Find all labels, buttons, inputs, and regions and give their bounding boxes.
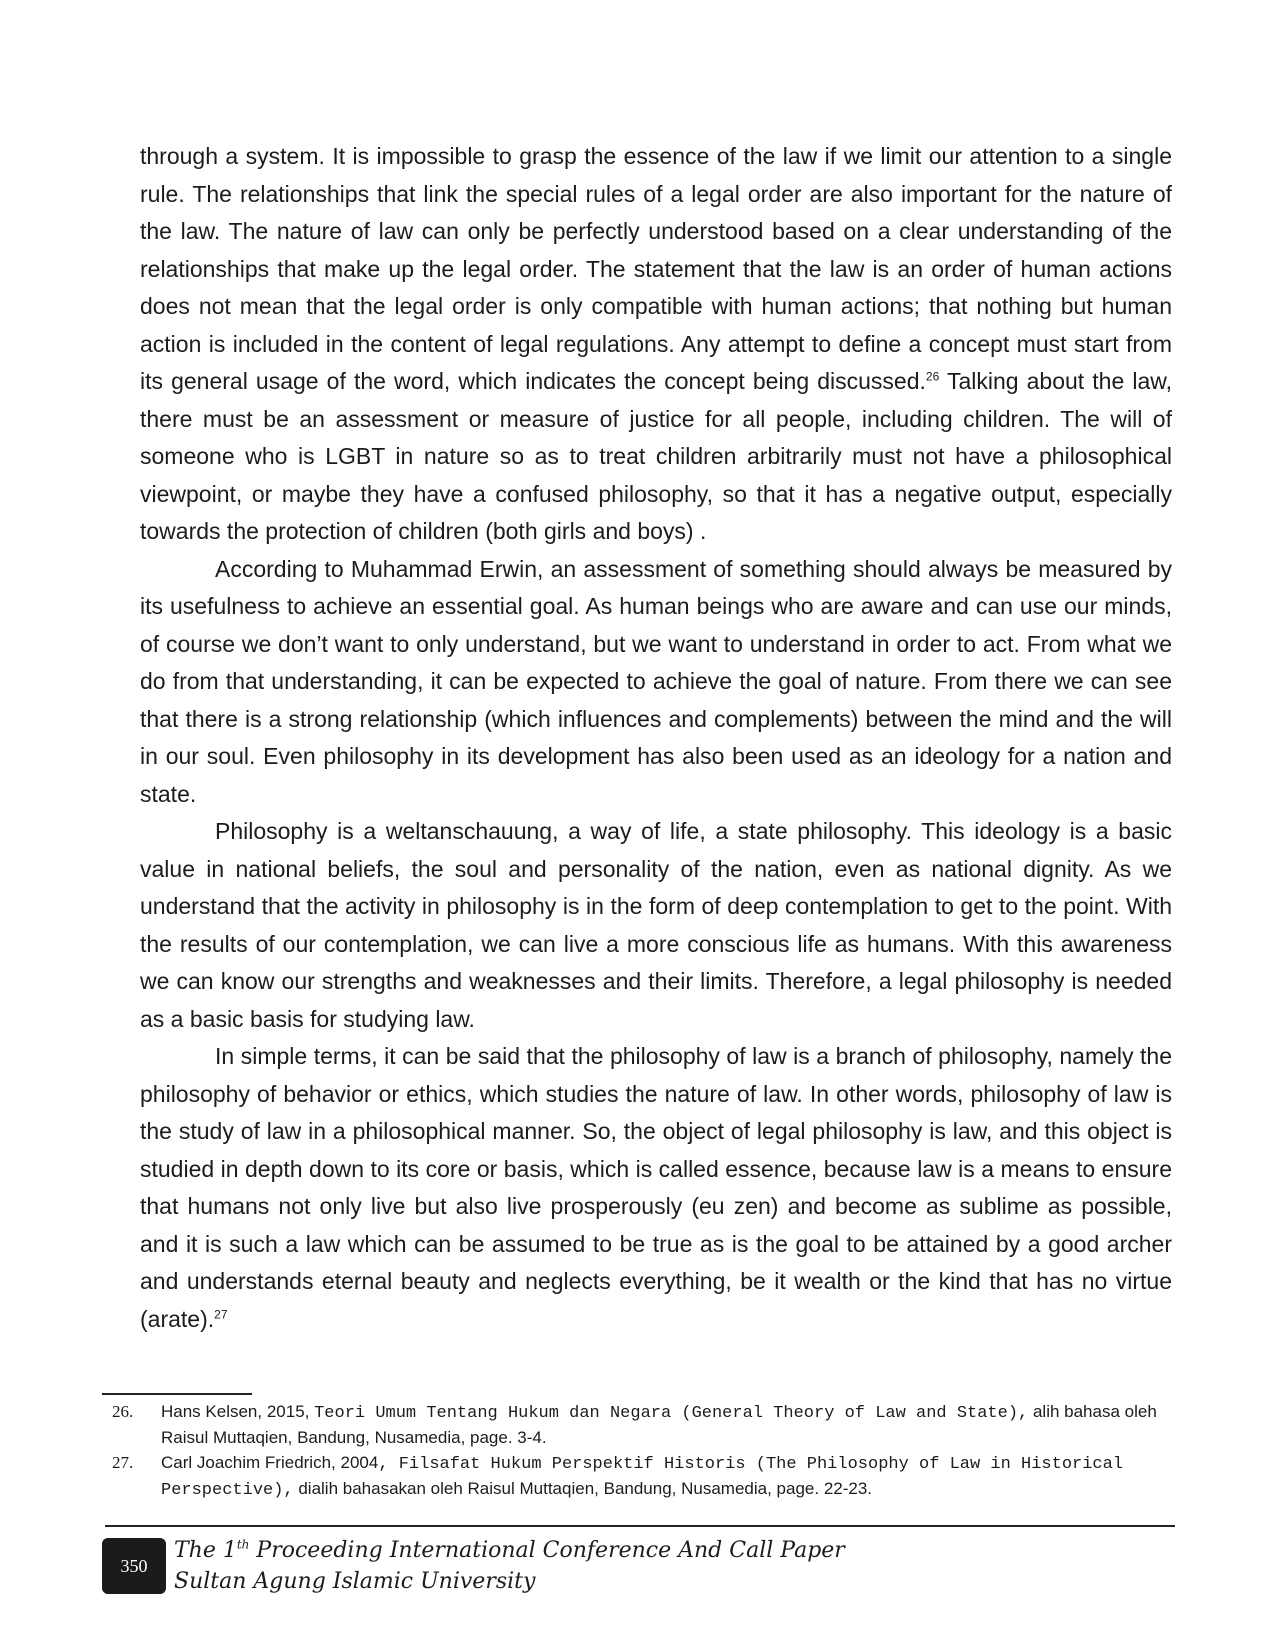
page-number: 350 <box>120 1555 148 1576</box>
footnote-27: 27. Carl Joachim Friedrich, 2004, Filsafat Hukum Perspektif Historis (The Philosophy of Law in Historical Perspective), dialih bahasakan oleh Raisul Muttaqien, Bandung, Nusamedia, page. 22-23. <box>112 1453 1124 1500</box>
footer-line-2: Sultan Agung Islamic University <box>174 1569 536 1594</box>
footnote-number: 27. <box>112 1453 134 1472</box>
footnote-title: Teori Umum Tentang Hukum dan Negara (General Theory of Law and State), <box>314 1404 1029 1423</box>
footnote-ref-27[interactable]: 27 <box>214 1306 228 1321</box>
page-number-badge <box>102 1538 166 1594</box>
footnotes <box>112 1400 1174 1504</box>
footnote-ref-26[interactable]: 26 <box>925 369 940 384</box>
footnote-number: 26. <box>112 1402 134 1421</box>
footer-title <box>174 1535 845 1597</box>
body-text <box>140 138 1172 1338</box>
paragraph-3: Philosophy is a weltanschauung, a way of life, a state philosophy. This ideology is a basic value in national beliefs, the soul and personality of the nation, even as national dignity. As we understand that the activity in philosophy is in the form of deep contemplation to get to the point. With the results of our contemplation, we can live a more conscious life as humans. With this awareness we can know our strengths and weaknesses and their limits. Therefore, a legal philosophy is needed as a basic basis for studying law. <box>140 818 1172 1032</box>
footer-line-1: The 1th Proceeding International Conference And Call Paper <box>174 1537 845 1563</box>
paragraph-2: According to Muhammad Erwin, an assessment of something should always be measured by its usefulness to achieve an essential goal. As human beings who are aware and can use our minds, of course we don’t want to only understand, but we want to understand in order to act. From what we do from that understanding, it can be expected to achieve the goal of nature. From there we can see that there is a strong relationship (which influences and complements) between the mind and the will in our soul. Even philosophy in its development has also been used as an ideology for a nation and state. <box>140 555 1172 807</box>
footnote-separator <box>102 1393 252 1395</box>
paragraph-1: through a system. It is impossible to grasp the essence of the law if we limit our attention to a single rule. The relationships that link the special rules of a legal order are also important for the nature of the law. The nature of law can only be perfectly understood based on a clear understanding of the relationships that make up the legal order. The statement that the law is an order of human actions does not mean that the legal order is only compatible with human actions; that nothing but human action is included in the content of legal regulations. Any attempt to define a concept must start from its general usage of the word, which indicates the concept being discussed.$^{26}$ Talking about the law, there must be an assessment or measure of justice for all people, including children. The will of someone who is LGBT in nature so as to treat children arbitrarily must not have a philosophical viewpoint, or maybe they have a confused philosophy, so that it has a negative output, especially towards the protection of children (both girls and boys) . <box>140 143 1172 544</box>
footer-separator <box>105 1525 1175 1527</box>
paragraph-4: In simple terms, it can be said that the philosophy of law is a branch of philosophy, namely the philosophy of behavior or ethics, which studies the nature of law. In other words, philosophy of law is the study of law in a philosophical manner. So, the object of legal philosophy is law, and this object is studied in depth down to its core or basis, which is called essence, because law is a means to ensure that humans not only live but also live prosperously (eu zen) and become as sublime as possible, and it is such a law which can be assumed to be true as is the goal to be attained by a good archer and understands eternal beauty and neglects everything, be it wealth or the kind that has no virtue (arate).$^{27}$ <box>140 1043 1172 1332</box>
footnote-title: , Filsafat Hukum Perspektif Historis (The Philosophy of Law in Historical Perspective), <box>161 1455 1124 1500</box>
footnote-26: 26. Hans Kelsen, 2015, Teori Umum Tentang Hukum dan Negara (General Theory of Law and State), alih bahasa oleh Raisul Muttaqien, Bandung, Nusamedia, page. 3-4. <box>112 1402 1157 1447</box>
